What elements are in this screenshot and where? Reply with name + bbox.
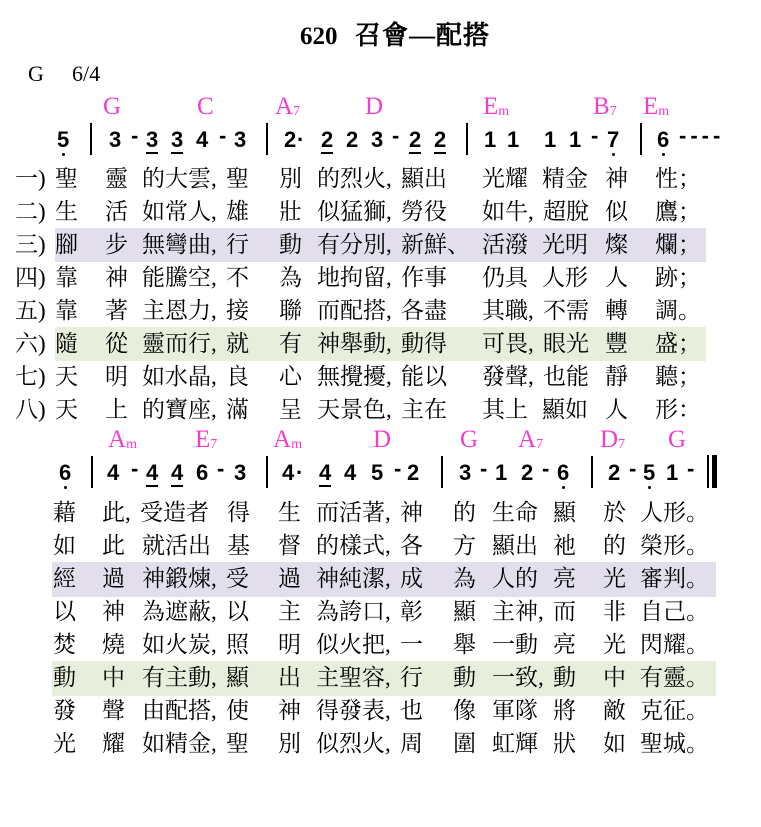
lyric-segment: 如水晶, 良: [142, 364, 249, 389]
extension-dash: -: [629, 456, 637, 481]
note: 1: [495, 460, 508, 485]
lyric-segment: 非: [603, 599, 626, 624]
lyric-segment: 顯: [453, 599, 476, 624]
chord-symbol: $B_7$: [593, 93, 617, 120]
lyric-segment: 為遮蔽, 以: [142, 599, 249, 624]
lyric-segment: 過: [278, 566, 301, 591]
lyric-segment: 靜: [605, 364, 628, 389]
hymn-title-text: 召會—配搭: [355, 21, 491, 50]
lyric-segment: 的寶座, 滿: [142, 397, 249, 422]
note: 4: [282, 460, 295, 485]
refrain-line-1: [0, 496, 761, 529]
note: 6: [59, 460, 72, 485]
lyric-segment: 軍隊: [492, 698, 538, 723]
verse-7-line: [0, 360, 761, 393]
lyric-segment: 出: [278, 665, 301, 690]
extension-dash: -: [131, 456, 139, 481]
bar-line: [441, 456, 443, 488]
lyric-segment: 神純潔, 成: [316, 566, 423, 591]
lyric-segment: 形：: [655, 397, 701, 422]
final-bar-line-thin: [707, 455, 709, 488]
lyric-segment: 光: [603, 566, 626, 591]
note: 2: [346, 127, 359, 152]
lyric-segment: 神鍛煉, 受: [142, 566, 249, 591]
lyric-segment: 顯如: [542, 397, 588, 422]
note: 2: [608, 460, 621, 485]
verse-6-line: [0, 327, 761, 360]
note: 2: [434, 127, 447, 152]
lyric-segment: 虹輝: [492, 731, 538, 756]
lyric-segment: 聖城。: [640, 731, 709, 756]
lyric-segment: 可畏, 眼光: [482, 331, 589, 356]
lyric-segment: 似火把, 一: [316, 632, 423, 657]
lyric-segment: 聲: [102, 698, 125, 723]
refrain-line-8: [0, 727, 761, 760]
lyric-segment: 耀: [102, 731, 125, 756]
lyric-segment: 光耀: [482, 166, 528, 191]
lyric-segment: 聖: [55, 166, 78, 191]
refrain-line-2: [0, 529, 761, 562]
chord-row-1: [0, 94, 761, 119]
lyric-segment: 人形: [542, 265, 588, 290]
lyric-segment: 人: [605, 397, 628, 422]
refrain-line-7: [0, 694, 761, 727]
lyric-segment: 亮: [553, 632, 576, 657]
chord-symbol: D: [373, 426, 392, 453]
note: 1: [544, 127, 557, 152]
verse-4-line: [0, 261, 761, 294]
verse-number: 七): [15, 364, 46, 389]
chord-symbol: $A_7$: [518, 426, 544, 453]
verse-number: 八): [15, 397, 46, 422]
lyric-segment: 的樣式, 各: [316, 533, 423, 558]
note: 6: [196, 460, 209, 485]
lyric-segment: 經: [53, 566, 76, 591]
note: 2: [284, 127, 297, 152]
lyric-segment: 仍具: [482, 265, 528, 290]
lyric-segment: 藉: [53, 500, 76, 525]
lyric-segment: 生: [55, 199, 78, 224]
lyric-segment: 其職, 不需: [482, 298, 589, 323]
lyric-segment: 著: [105, 298, 128, 323]
refrain-line-5: [0, 628, 761, 661]
note: 1: [507, 127, 520, 152]
lyric-segment: 靈: [105, 166, 128, 191]
lyric-segment: 的大雲, 聖: [142, 166, 249, 191]
chord-symbol: $D_7$: [600, 426, 626, 453]
note: 3: [371, 127, 384, 152]
verse-number: 五): [15, 298, 46, 323]
lyric-segment: 於: [603, 500, 626, 525]
chord-symbol: $A_7$: [275, 93, 301, 120]
chord-symbol: $E_m$: [483, 93, 510, 120]
lyric-segment: 豐: [605, 331, 628, 356]
refrain-line-3: [0, 562, 761, 595]
note: 3: [109, 127, 122, 152]
lyric-segment: 性；: [655, 166, 701, 191]
verse-2-line: [0, 195, 761, 228]
lyric-segment: 光: [53, 731, 76, 756]
lyric-segment: 有靈。: [640, 665, 709, 690]
lyric-segment: 似猛獅, 勞役: [317, 199, 447, 224]
lyric-segment: 轉: [605, 298, 628, 323]
hymn-number: 620: [300, 23, 338, 50]
lyric-segment: 過: [102, 566, 125, 591]
lyric-segment: 敵: [603, 698, 626, 723]
lyric-segment: 能騰空, 不: [142, 265, 249, 290]
lyric-segment: 生命: [492, 500, 538, 525]
lyric-segment: 盛；: [655, 331, 701, 356]
verse-3-line: [0, 228, 761, 261]
chord-symbol: $A_m$: [273, 426, 302, 453]
note: 4: [344, 460, 357, 485]
augmentation-dot: ·: [297, 127, 305, 152]
lyric-segment: 調。: [655, 298, 701, 323]
note: 4: [319, 460, 332, 485]
note: 3: [459, 460, 472, 485]
lyric-segment: 神舉動, 動得: [317, 331, 447, 356]
note: 1: [666, 460, 679, 485]
note: 3: [171, 127, 184, 152]
bar-line: [91, 456, 93, 488]
extension-dash: -: [591, 123, 599, 148]
chord-symbol: G: [103, 93, 122, 120]
lyric-segment: 就活出: [142, 533, 211, 558]
lyric-segment: 圍: [453, 731, 476, 756]
chord-row-2: [0, 427, 761, 452]
lyric-segment: 一動: [492, 632, 538, 657]
verse-number: 六): [15, 331, 46, 356]
lyric-segment: 動: [53, 665, 76, 690]
lyric-segment: 神: [102, 599, 125, 624]
note: 4: [196, 127, 209, 152]
note: 4: [171, 460, 184, 485]
bar-line: [90, 123, 92, 155]
lyric-segment: 燒: [102, 632, 125, 657]
lyric-segment: 光明: [542, 232, 588, 257]
lyric-segment: 似: [605, 199, 628, 224]
lyric-segment: 舉: [453, 632, 476, 657]
lyric-segment: 生: [278, 500, 301, 525]
lyric-segment: 像: [453, 698, 476, 723]
note: 2: [521, 460, 534, 485]
note: 5: [371, 460, 384, 485]
note: 6: [657, 127, 670, 152]
lyric-segment: 靈而行, 就: [142, 331, 249, 356]
lyric-segment: 得: [227, 500, 250, 525]
lyric-segment: 其上: [482, 397, 528, 422]
final-bar-line-thick: [712, 455, 717, 488]
lyric-segment: 有分別, 新鮮、: [317, 232, 470, 257]
lyric-segment: 以: [53, 599, 76, 624]
extension-dash: -: [131, 123, 139, 148]
bar-line: [591, 456, 593, 488]
lyric-segment: 別: [279, 166, 302, 191]
chord-symbol: D: [365, 93, 384, 120]
lyric-segment: 聽；: [655, 364, 701, 389]
note: 7: [607, 127, 620, 152]
lyric-segment: 顯出: [492, 533, 538, 558]
chord-symbol: G: [460, 426, 479, 453]
notation-row-2: [0, 456, 761, 485]
augmentation-dot: ·: [296, 460, 304, 485]
time-signature: 6/4: [72, 61, 101, 86]
lyric-segment: 聯: [279, 298, 302, 323]
extension-dashes: ----: [679, 123, 725, 148]
bar-line: [266, 123, 268, 155]
verse-1-line: [0, 162, 761, 195]
note: 2: [407, 460, 420, 485]
note: 3: [234, 127, 247, 152]
verse-number: 一): [15, 166, 46, 191]
lyric-segment: 焚: [53, 632, 76, 657]
lyric-segment: 跡；: [655, 265, 701, 290]
lyric-segment: 明: [105, 364, 128, 389]
lyric-segment: 上: [105, 397, 128, 422]
lyric-segment: 得發表, 也: [316, 698, 423, 723]
lyric-segment: 動: [453, 665, 476, 690]
lyric-segment: 燦: [605, 232, 628, 257]
lyric-segment: 靠: [55, 298, 78, 323]
lyric-segment: 榮形。: [640, 533, 709, 558]
lyric-segment: 的烈火, 顯出: [317, 166, 447, 191]
extension-dash: -: [217, 456, 225, 481]
lyric-segment: 克征。: [640, 698, 709, 723]
lyric-segment: 祂: [553, 533, 576, 558]
lyric-segment: 主: [278, 599, 301, 624]
chord-symbol: $A_m$: [108, 426, 137, 453]
lyric-segment: 動: [279, 232, 302, 257]
lyric-segment: 顯: [553, 500, 576, 525]
lyric-segment: 自己。: [640, 599, 709, 624]
key-signature: G: [28, 61, 44, 86]
lyric-segment: 督: [278, 533, 301, 558]
verse-number: 三): [15, 232, 46, 257]
note: 4: [146, 460, 159, 485]
lyric-segment: 從: [105, 331, 128, 356]
lyric-segment: 神: [105, 265, 128, 290]
chord-symbol: G: [668, 426, 687, 453]
note: 6: [557, 460, 570, 485]
lyric-segment: 天: [55, 397, 78, 422]
lyric-segment: 的: [453, 500, 476, 525]
lyric-segment: 靠: [55, 265, 78, 290]
bar-line: [466, 123, 468, 155]
lyric-segment: 狀: [553, 731, 576, 756]
lyric-segment: 人形。: [640, 500, 709, 525]
lyric-segment: 腳: [55, 232, 78, 257]
lyric-segment: 呈: [279, 397, 302, 422]
note: 1: [484, 127, 497, 152]
chord-symbol: $E_7$: [195, 426, 218, 453]
lyric-segment: 閃耀。: [640, 632, 709, 657]
lyric-segment: 如精金, 聖: [142, 731, 249, 756]
lyric-segment: 壯: [279, 199, 302, 224]
lyric-segment: 亮: [553, 566, 576, 591]
bar-line: [266, 456, 268, 488]
lyric-segment: 中: [102, 665, 125, 690]
extension-dash: -: [480, 456, 488, 481]
verse-8-line: [0, 393, 761, 426]
lyric-segment: 為: [279, 265, 302, 290]
lyric-segment: 將: [553, 698, 576, 723]
refrain-line-6: [0, 661, 761, 694]
note: 1: [569, 127, 582, 152]
lyric-segment: 光: [603, 632, 626, 657]
lyric-segment: 天景色, 主在: [317, 397, 447, 422]
lyric-segment: 主恩力, 接: [142, 298, 249, 323]
note: 2: [321, 127, 334, 152]
lyric-segment: 一致, 動: [492, 665, 576, 690]
lyric-segment: 如火炭, 照: [142, 632, 249, 657]
note: 5: [643, 460, 656, 485]
lyric-segment: 心: [279, 364, 302, 389]
note: 4: [107, 460, 120, 485]
lyric-segment: 活潑: [482, 232, 528, 257]
extension-dash: -: [394, 456, 402, 481]
lyric-segment: 如: [603, 731, 626, 756]
lyric-segment: 為誇口, 彰: [316, 599, 423, 624]
lyric-segment: 主聖容, 行: [316, 665, 423, 690]
lyric-segment: 基: [227, 533, 250, 558]
lyric-segment: 由配搭, 使: [142, 698, 249, 723]
lyric-segment: 主神, 而: [492, 599, 576, 624]
note: 3: [234, 460, 247, 485]
lyric-segment: 此: [102, 533, 125, 558]
extension-dash: -: [392, 123, 400, 148]
lyric-segment: 如: [53, 533, 76, 558]
lyric-segment: 無彎曲, 行: [142, 232, 249, 257]
lyric-segment: 神: [278, 698, 301, 723]
note: 2: [409, 127, 422, 152]
lyric-segment: 無攪擾, 能以: [317, 364, 447, 389]
lyric-segment: 發聲, 也能: [482, 364, 589, 389]
lyric-segment: 鷹；: [655, 199, 701, 224]
extension-dash: -: [542, 456, 550, 481]
lyric-segment: 如牛, 超脫: [482, 199, 589, 224]
chord-symbol: $E_m$: [643, 93, 670, 120]
lyric-segment: 如常人, 雄: [142, 199, 249, 224]
bar-line: [640, 123, 642, 155]
chord-symbol: C: [197, 93, 214, 120]
notation-row-1: [0, 123, 761, 152]
lyric-segment: 的: [603, 533, 626, 558]
lyric-segment: 精金: [542, 166, 588, 191]
lyric-segment: 審判。: [640, 566, 709, 591]
lyric-segment: 地拘留, 作事: [317, 265, 447, 290]
verse-5-line: [0, 294, 761, 327]
verse-number: 四): [15, 265, 46, 290]
extension-dash: -: [219, 123, 227, 148]
lyric-segment: 中: [603, 665, 626, 690]
lyric-segment: 明: [278, 632, 301, 657]
lyric-segment: 活: [105, 199, 128, 224]
lyric-segment: 神: [605, 166, 628, 191]
lyric-segment: 別: [278, 731, 301, 756]
lyric-segment: 有主動, 顯: [142, 665, 249, 690]
lyric-segment: 而配搭, 各盡: [317, 298, 447, 323]
lyric-segment: 似烈火, 周: [316, 731, 423, 756]
lyric-segment: 方: [453, 533, 476, 558]
lyric-segment: 而活著, 神: [316, 500, 423, 525]
extension-dash: -: [687, 456, 695, 481]
refrain-line-4: [0, 595, 761, 628]
note: 5: [57, 127, 70, 152]
lyric-segment: 發: [53, 698, 76, 723]
lyric-segment: 步: [105, 232, 128, 257]
verse-number: 二): [15, 199, 46, 224]
lyric-segment: 天: [55, 364, 78, 389]
lyric-segment: 人的: [492, 566, 538, 591]
lyric-segment: 有: [279, 331, 302, 356]
lyric-segment: 爛；: [655, 232, 701, 257]
lyric-segment: 此, 受造者: [102, 500, 209, 525]
note: 3: [146, 127, 159, 152]
lyric-segment: 隨: [55, 331, 78, 356]
lyric-segment: 人: [605, 265, 628, 290]
lyric-segment: 為: [453, 566, 476, 591]
